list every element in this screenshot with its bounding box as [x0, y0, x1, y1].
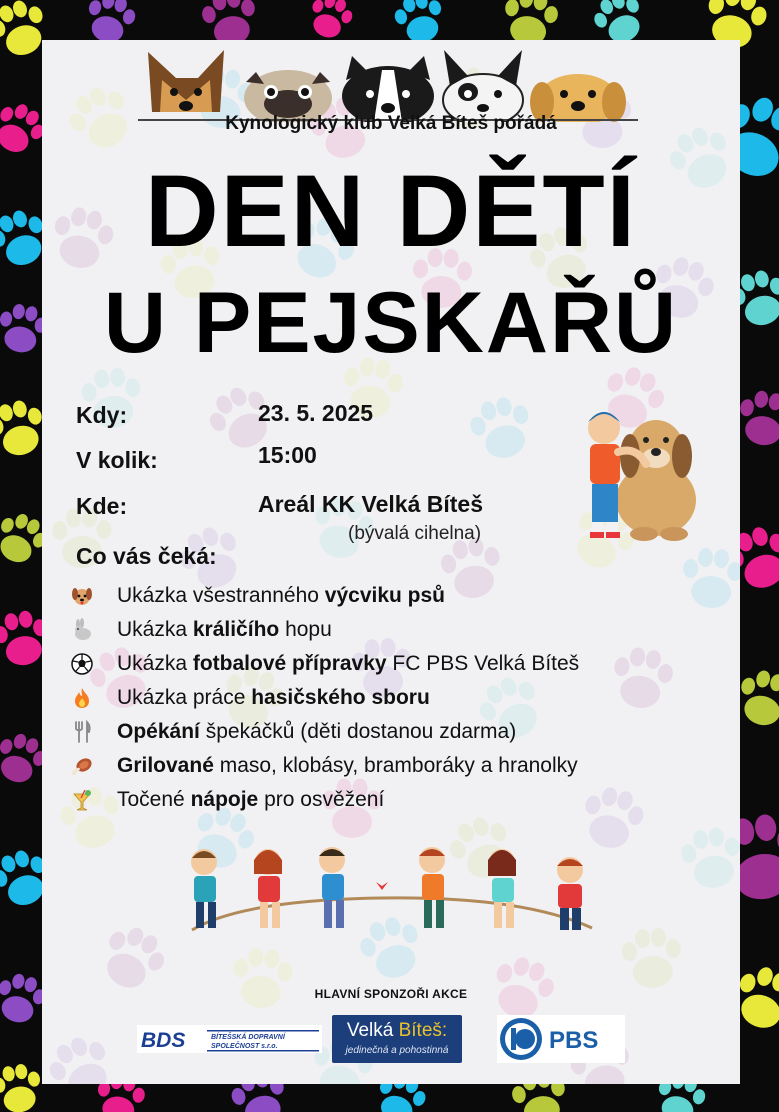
shepherd-dog-icon	[148, 50, 224, 112]
kid-4-icon	[419, 847, 445, 928]
program-item	[70, 754, 720, 784]
kid-5-icon	[488, 849, 516, 928]
program-item	[70, 720, 720, 750]
french-bulldog-icon	[443, 50, 523, 122]
program-item-text: Ukázka	[117, 652, 193, 675]
rabbit-icon	[70, 618, 94, 642]
program-item-text: hopu	[279, 618, 332, 641]
program-item	[70, 652, 720, 682]
kid-1-icon	[191, 849, 217, 928]
boy-hugging-dog-illustration	[574, 400, 706, 545]
program-item-text: špekáčků (děti dostanou zdarma)	[199, 720, 517, 743]
bds-logo-graphic	[137, 1025, 322, 1053]
faded-paw-33	[678, 824, 740, 892]
time-value: 15:00	[258, 442, 317, 468]
when-label: Kdy:	[76, 402, 128, 428]
bds-line2: SPOLEČNOST s.r.o.	[211, 1043, 278, 1050]
paw-print-3	[304, 0, 357, 43]
kid-3-icon	[319, 847, 345, 928]
soccer-ball-icon	[70, 652, 94, 676]
program-item	[70, 788, 720, 818]
velka-bites-logo	[332, 1015, 462, 1063]
pbs-logo-graphic	[497, 1015, 625, 1063]
meat-icon	[70, 754, 94, 778]
faded-paw-38	[620, 927, 683, 990]
program-item-text: Ukázka všestranného	[117, 584, 325, 607]
content-panel	[42, 40, 740, 1084]
sponsors-heading: HLAVNÍ SPONZOŘI AKCE	[314, 987, 468, 1001]
vb-name-b: Bíteš:	[398, 1020, 448, 1041]
bds-logo	[137, 1025, 322, 1053]
program-item-text: Ukázka práce	[117, 686, 252, 709]
program-item-highlight: výcviku psů	[324, 584, 446, 607]
faded-paw-15	[465, 392, 537, 465]
title-line-2: U PEJSKAŘŮ	[103, 275, 679, 371]
place-note: (bývalá cihelna)	[348, 523, 482, 544]
bds-mark: BDS	[141, 1029, 186, 1052]
vb-tagline: jedinečná a pohostinná	[345, 1045, 449, 1056]
fire-icon	[70, 686, 94, 710]
title-line-1: DEN DĚTÍ	[144, 154, 638, 268]
program-item	[70, 584, 720, 614]
program-item	[70, 686, 720, 716]
place-label: Kde:	[76, 493, 128, 519]
place-value: Areál KK Velká Bíteš	[258, 491, 484, 517]
faded-paw-39	[42, 1029, 121, 1084]
program-item-text: Točené	[117, 788, 191, 811]
program-heading: Co vás čeká:	[76, 543, 217, 569]
program-item-text: FC PBS Velká Bíteš	[386, 652, 580, 675]
pbs-logo	[497, 1015, 625, 1063]
program-item-text: Ukázka	[117, 618, 193, 641]
bds-line1: BÍTEŠSKÁ DOPRAVNÍ	[211, 1034, 285, 1041]
pbs-mark: PBS	[549, 1027, 599, 1054]
program-item-text: pro osvěžení	[258, 788, 385, 811]
paw-print-17	[0, 1061, 45, 1112]
program-item-highlight: Opékání	[117, 720, 200, 743]
fork-knife-icon	[70, 720, 94, 744]
program-item-text: maso, klobásy, bramboráky a hranolky	[213, 754, 578, 777]
program-item-highlight: nápoje	[190, 788, 259, 811]
vb-name-a: Velká	[346, 1020, 399, 1041]
kid-2-icon	[254, 849, 282, 928]
drink-icon	[70, 788, 94, 812]
time-label: V kolik:	[76, 447, 158, 473]
program-item-highlight: králičího	[192, 618, 280, 641]
tug-of-war-kids-illustration	[182, 840, 602, 945]
program-item	[70, 618, 720, 648]
organizer-line: Kynologický klub Velká Bíteš pořádá	[225, 113, 557, 134]
program-item-highlight: Grilované	[117, 754, 214, 777]
program-item-highlight: fotbalové přípravky	[192, 652, 387, 675]
when-value: 23. 5. 2025	[258, 400, 374, 426]
paw-print-20	[734, 387, 779, 449]
dog-face-icon	[70, 584, 94, 608]
program-item-highlight: hasičského sboru	[251, 686, 430, 709]
peeking-dogs-illustration	[138, 42, 638, 122]
